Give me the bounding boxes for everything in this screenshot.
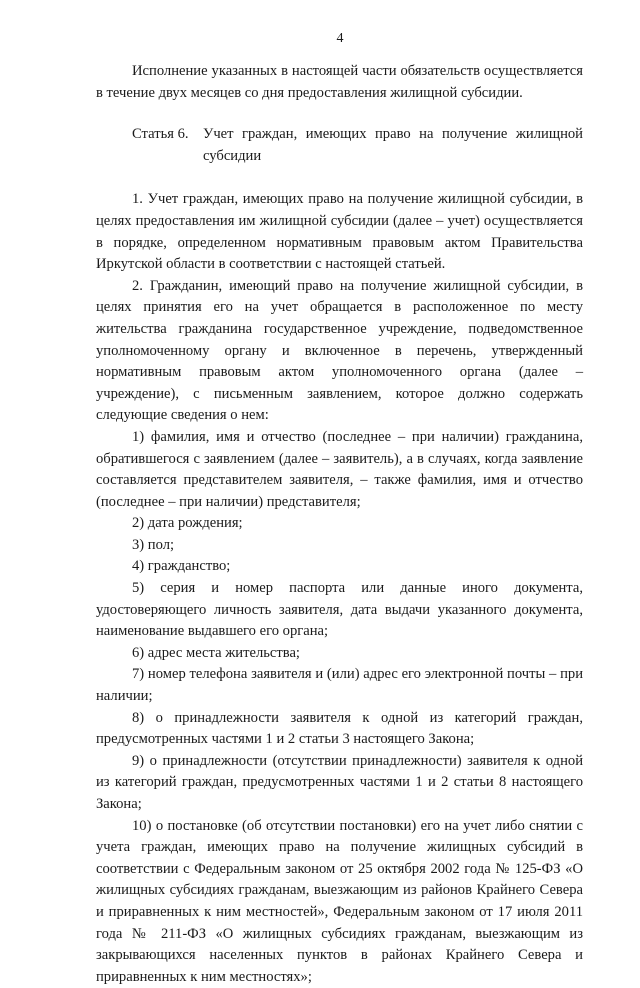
list-item-7: 7) номер телефона заявителя и (или) адрес его электронной почты – при наличии; <box>96 666 583 705</box>
list-item-3: 3) пол; <box>132 536 175 553</box>
paragraph-1: 1. Учет граждан, имеющих право на получение жилищной субсидии, в целях предоставления им жилищной субсидии (далее – учет) осуществляется в порядке, определенном нормативным правовым актом Правительства Иркутской области в соответствии с настоящей статьей. <box>96 191 583 273</box>
list-item-9: 9) о принадлежности (отсутствии принадлежности) заявителя к одной из категорий граждан, предусмотренных частями 1 и 2 статьи 8 настоящего Закона; <box>96 752 583 812</box>
list-item-1: 1) фамилия, имя и отчество (последнее – при наличии) гражданина, обратившегося с заявлением (далее – заявитель), а в случаях, когда заявление составляется представителем заявителя, – также фамилия, имя и отчество (последнее – при наличии) представителя; <box>96 428 583 510</box>
page-number: 4 <box>336 31 344 46</box>
intro-paragraph: Исполнение указанных в настоящей части обязательств осуществляется в течение двух месяцев со дня предоставления жилищной субсидии. <box>96 63 583 101</box>
list-item-2: 2) дата рождения; <box>132 515 243 532</box>
article-title: Учет граждан, имеющих право на получение жилищной субсидии <box>203 126 583 164</box>
document-body <box>96 61 583 988</box>
list-item-10: 10) о постановке (об отсутствии постановки) его на учет либо снятии с учета граждан, имеющих право на получение жилищных субсидий в соответствии с Федеральным законом от 25 октября 2002 года № 125-ФЗ «О жилищных субсидиях гражданам, выезжающим из районов Крайнего Севера и приравненных к ним местностей», Федеральным законом от 17 июля 2011 года № 211-ФЗ «О жилищных субсидиях гражданам, выезжающим из закрывающихся населенных пунктов в районах Крайнего Севера и приравненных к ним местностях»; <box>96 817 583 985</box>
list-item-4: 4) гражданство; <box>132 558 231 575</box>
list-item-6: 6) адрес места жительства; <box>132 644 300 661</box>
list-item-8: 8) о принадлежности заявителя к одной из категорий граждан, предусмотренных частями 1 и 2 статьи 3 настоящего Закона; <box>96 709 583 748</box>
paragraph-2: 2. Гражданин, имеющий право на получение жилищной субсидии, в целях принятия его на учет обращается в расположенное по месту жительства гражданина государственное учреждение, подведомственное уполномоченному органу и включенное в перечень, утвержденный нормативным правовым актом уполномоченного органа (далее – учреждение), с письменным заявлением, которое должно содержать следующие сведения о нем: <box>96 277 583 424</box>
list-item-5: 5) серия и номер паспорта или данные иного документа, удостоверяющего личность заявителя, дата выдачи указанного документа, наименование выдавшего его органа; <box>96 580 583 640</box>
article-number: Статья 6. <box>132 126 189 143</box>
article-heading <box>96 124 583 167</box>
